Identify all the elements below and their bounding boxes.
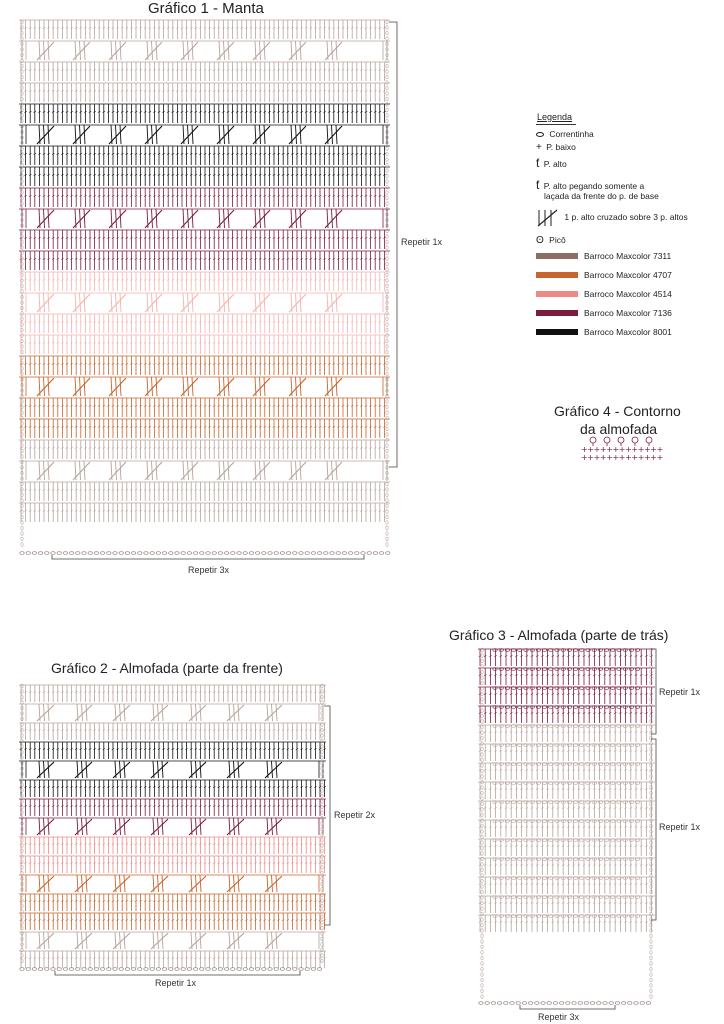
- chart1-repeat-side: Repetir 1x: [401, 237, 443, 247]
- svg-text:+: +: [587, 445, 595, 454]
- svg-text:+: +: [593, 453, 601, 462]
- svg-text:+: +: [593, 445, 601, 454]
- color-label: Barroco Maxcolor 7311: [584, 251, 672, 261]
- svg-text:+: +: [625, 453, 632, 462]
- svg-text:+: +: [606, 453, 613, 462]
- svg-text:+: +: [612, 445, 620, 454]
- svg-text:+: +: [656, 453, 664, 462]
- legend-crossed-label: 1 p. alto cruzado sobre 3 p. altos: [564, 212, 688, 223]
- svg-text:+: +: [618, 453, 626, 462]
- legend-title: Legenda: [537, 112, 573, 122]
- svg-text:+: +: [631, 453, 639, 462]
- legend-dc-label: P. alto: [543, 159, 567, 169]
- legend-sc-label: P. baixo: [546, 142, 576, 152]
- picot-icon: ʘ: [536, 235, 544, 246]
- legend-picot-label: Picô: [549, 235, 566, 245]
- single-crochet-icon: +: [536, 142, 542, 153]
- svg-text:+: +: [618, 445, 626, 454]
- color-label: Barroco Maxcolor 4514: [584, 289, 672, 299]
- svg-text:+: +: [637, 453, 645, 462]
- chart4-title-1: Gráfico 4 - Contorno: [554, 403, 681, 419]
- chart3-title: Gráfico 3 - Almofada (parte de trás): [449, 627, 669, 643]
- svg-text:+: +: [656, 445, 664, 454]
- chart1-repeat-bottom: Repetir 3x: [188, 565, 230, 575]
- double-crochet-icon: ƭ: [536, 156, 540, 170]
- svg-text:+: +: [650, 445, 658, 454]
- svg-text:+: +: [599, 445, 607, 454]
- color-label: Barroco Maxcolor 8001: [584, 327, 672, 337]
- svg-text:+: +: [606, 445, 613, 454]
- svg-text:+: +: [644, 453, 651, 462]
- chart3-repeat-side-1: Repetir 1x: [659, 687, 701, 697]
- front-loop-double-crochet-icon: ƭ: [536, 178, 540, 192]
- svg-text:+: +: [644, 445, 651, 454]
- legend-chain-label: Correntinha: [549, 129, 594, 139]
- chart4-title-2: da almofada: [580, 421, 658, 437]
- chart1-title: Gráfico 1 - Manta: [148, 0, 264, 17]
- color-label: Barroco Maxcolor 7136: [584, 308, 672, 318]
- legend-fl-label: P. alto pegando somente a: [543, 181, 645, 191]
- color-label: Barroco Maxcolor 4707: [584, 270, 672, 280]
- chart3-repeat-bottom: Repetir 3x: [538, 1012, 580, 1022]
- chart2-repeat-bottom: Repetir 1x: [155, 978, 197, 988]
- chart2-repeat-side: Repetir 2x: [334, 810, 376, 820]
- svg-text:+: +: [637, 445, 645, 454]
- svg-text:+: +: [599, 453, 607, 462]
- svg-text:+: +: [587, 453, 595, 462]
- svg-text:+: +: [631, 445, 639, 454]
- svg-text:+: +: [581, 445, 588, 454]
- chart2-title: Gráfico 2 - Almofada (parte da frente): [51, 660, 283, 676]
- svg-text:+: +: [581, 453, 588, 462]
- svg-text:+: +: [625, 445, 632, 454]
- chart3-repeat-side-2: Repetir 1x: [659, 822, 701, 832]
- svg-text:+: +: [650, 453, 658, 462]
- svg-text:+: +: [612, 453, 620, 462]
- legend-fl-label2: laçada da frente do p. de base: [544, 191, 659, 201]
